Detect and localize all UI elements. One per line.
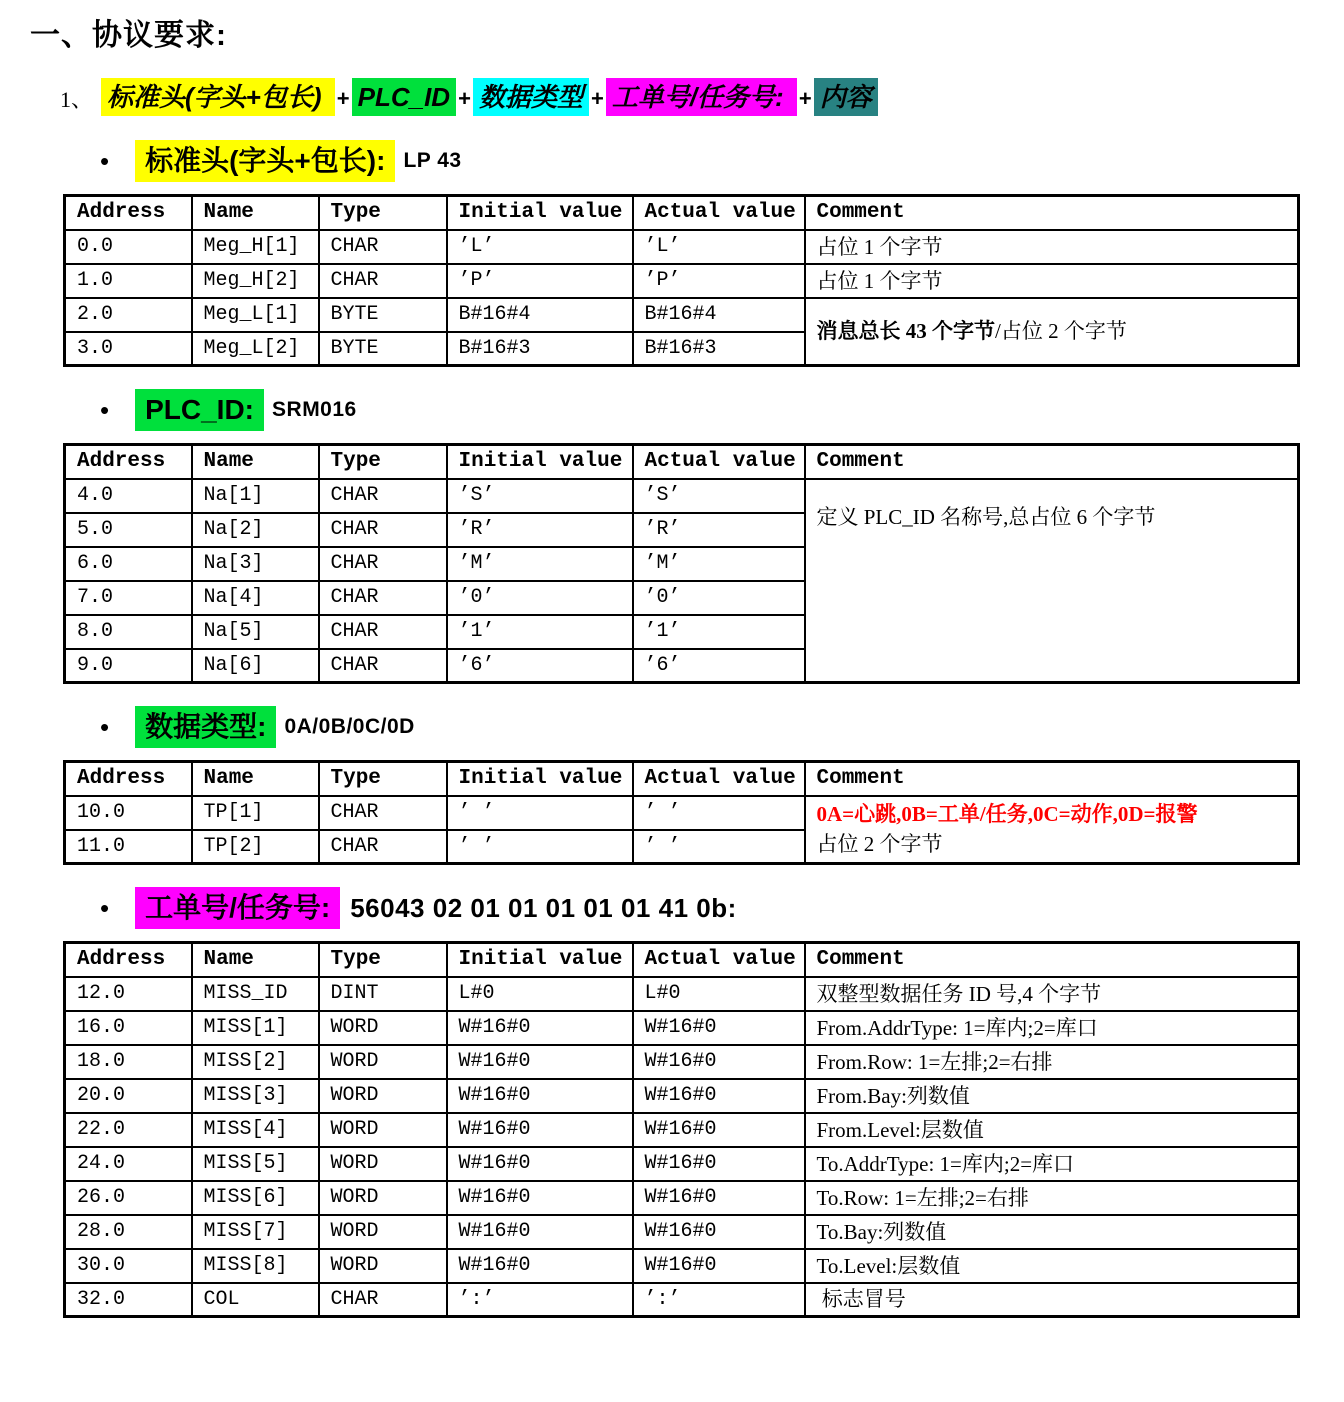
- column-header-type: Type: [319, 445, 447, 479]
- column-header-name: Name: [192, 943, 319, 977]
- cell-initial-value: ’L’: [447, 230, 633, 264]
- column-header-address: Address: [65, 943, 192, 977]
- cell-actual-value: ’ ’: [633, 830, 805, 864]
- cell-type: CHAR: [319, 479, 447, 513]
- column-header-initial-value: Initial value: [447, 196, 633, 230]
- cell-initial-value: ’M’: [447, 547, 633, 581]
- cell-name: Na[6]: [192, 649, 319, 683]
- cell-initial-value: B#16#4: [447, 298, 633, 332]
- column-header-initial-value: Initial value: [447, 762, 633, 796]
- cell-type: DINT: [319, 977, 447, 1011]
- bullet-value: LP 43: [403, 149, 462, 172]
- section-data-type: [0, 706, 1344, 865]
- table-row: [65, 977, 1299, 1011]
- cell-type: CHAR: [319, 796, 447, 830]
- comment-text: 占位 1 个字节: [816, 268, 943, 293]
- cell-address: 3.0: [65, 332, 192, 366]
- cell-comment: [805, 1249, 1299, 1283]
- section-standard-header: [0, 140, 1344, 367]
- cell-address: 1.0: [65, 264, 192, 298]
- cell-type: BYTE: [319, 298, 447, 332]
- column-header-type: Type: [319, 196, 447, 230]
- cell-initial-value: B#16#3: [447, 332, 633, 366]
- cell-comment: [805, 230, 1299, 264]
- comment-text: 标志冒号: [816, 1287, 906, 1312]
- table-row: [65, 1011, 1299, 1045]
- cell-actual-value: W#16#0: [633, 1011, 805, 1045]
- bullet-icon: •: [100, 395, 110, 425]
- cell-actual-value: W#16#0: [633, 1147, 805, 1181]
- column-header-name: Name: [192, 762, 319, 796]
- column-header-name: Name: [192, 445, 319, 479]
- comment-line: [817, 1217, 1298, 1247]
- cell-address: 6.0: [65, 547, 192, 581]
- table-row: [65, 1045, 1299, 1079]
- formula-plus: +: [458, 86, 471, 111]
- bullet-line-data-type: [100, 706, 1344, 748]
- bullet-icon: •: [100, 712, 110, 742]
- cell-type: WORD: [319, 1079, 447, 1113]
- cell-name: MISS[4]: [192, 1113, 319, 1147]
- comment-line: [817, 1115, 1298, 1145]
- cell-address: 22.0: [65, 1113, 192, 1147]
- comment-line: [817, 1251, 1298, 1281]
- cell-type: CHAR: [319, 230, 447, 264]
- comment-line: [817, 502, 1298, 532]
- cell-actual-value: W#16#0: [633, 1249, 805, 1283]
- column-header-comment: Comment: [805, 196, 1299, 230]
- comment-text: To.Level:层数值: [816, 1253, 961, 1278]
- cell-type: CHAR: [319, 649, 447, 683]
- column-header-initial-value: Initial value: [447, 943, 633, 977]
- cell-actual-value: ’S’: [633, 479, 805, 513]
- cell-type: WORD: [319, 1215, 447, 1249]
- cell-initial-value: W#16#0: [447, 1249, 633, 1283]
- column-header-name: Name: [192, 196, 319, 230]
- column-header-type: Type: [319, 762, 447, 796]
- comment-line: [817, 1013, 1298, 1043]
- work-order-table: [63, 941, 1300, 1318]
- comment-text: From.AddrType: 1=库内;2=库口: [816, 1015, 1098, 1040]
- cell-type: CHAR: [319, 547, 447, 581]
- cell-initial-value: ’R’: [447, 513, 633, 547]
- cell-comment: [805, 479, 1299, 683]
- cell-name: COL: [192, 1283, 319, 1317]
- formula-plus: +: [798, 86, 812, 111]
- column-header-initial-value: Initial value: [447, 445, 633, 479]
- table-row: [65, 1215, 1299, 1249]
- cell-address: 0.0: [65, 230, 192, 264]
- cell-comment: [805, 264, 1299, 298]
- cell-address: 32.0: [65, 1283, 192, 1317]
- cell-name: Na[4]: [192, 581, 319, 615]
- comment-text: 占位 1 个字节: [816, 234, 943, 259]
- cell-initial-value: W#16#0: [447, 1011, 633, 1045]
- comment-text: /占位 2 个字节: [995, 319, 1127, 344]
- cell-address: 28.0: [65, 1215, 192, 1249]
- table-row: [65, 1113, 1299, 1147]
- column-header-actual-value: Actual value: [633, 445, 805, 479]
- cell-name: MISS[2]: [192, 1045, 319, 1079]
- cell-initial-value: W#16#0: [447, 1045, 633, 1079]
- table-row: [65, 796, 1299, 830]
- cell-address: 5.0: [65, 513, 192, 547]
- comment-line: [817, 316, 1298, 346]
- formula-plus: +: [336, 86, 350, 111]
- cell-type: CHAR: [319, 581, 447, 615]
- cell-comment: [805, 298, 1299, 366]
- cell-name: Na[2]: [192, 513, 319, 547]
- protocol-formula-line: [60, 78, 1344, 118]
- comment-line: [817, 799, 1298, 829]
- cell-actual-value: L#0: [633, 977, 805, 1011]
- cell-address: 12.0: [65, 977, 192, 1011]
- cell-initial-value: ’ ’: [447, 796, 633, 830]
- cell-comment: [805, 1079, 1299, 1113]
- table-row: [65, 230, 1299, 264]
- cell-initial-value: ’S’: [447, 479, 633, 513]
- cell-name: Meg_H[1]: [192, 230, 319, 264]
- comment-line: [817, 1183, 1298, 1213]
- cell-name: Na[3]: [192, 547, 319, 581]
- cell-address: 11.0: [65, 830, 192, 864]
- cell-type: BYTE: [319, 332, 447, 366]
- comment-text: To.Bay:列数值: [816, 1219, 947, 1244]
- column-header-comment: Comment: [805, 445, 1299, 479]
- cell-name: MISS[8]: [192, 1249, 319, 1283]
- cell-comment: [805, 1045, 1299, 1079]
- comment-text: From.Row: 1=左排;2=右排: [816, 1049, 1053, 1074]
- page-title: 一、协议要求:: [30, 19, 227, 52]
- formula-segment: 内容: [814, 78, 878, 116]
- comment-text: From.Bay:列数值: [816, 1083, 970, 1108]
- cell-actual-value: ’P’: [633, 264, 805, 298]
- cell-initial-value: ’1’: [447, 615, 633, 649]
- cell-actual-value: W#16#0: [633, 1045, 805, 1079]
- cell-actual-value: ’R’: [633, 513, 805, 547]
- comment-text: 定义 PLC_ID 名称号,总占位 6 个字节: [816, 504, 1156, 529]
- cell-actual-value: ’ ’: [633, 796, 805, 830]
- table-header-row: [65, 445, 1299, 479]
- formula-segments: [101, 78, 878, 118]
- cell-initial-value: W#16#0: [447, 1113, 633, 1147]
- cell-comment: [805, 1215, 1299, 1249]
- cell-type: WORD: [319, 1113, 447, 1147]
- cell-initial-value: ’:’: [447, 1283, 633, 1317]
- cell-initial-value: ’0’: [447, 581, 633, 615]
- cell-name: TP[1]: [192, 796, 319, 830]
- cell-type: CHAR: [319, 264, 447, 298]
- cell-name: MISS[7]: [192, 1215, 319, 1249]
- column-header-address: Address: [65, 445, 192, 479]
- table-row: [65, 1147, 1299, 1181]
- table-row: [65, 1181, 1299, 1215]
- bullet-line-plc-id: [100, 389, 1344, 431]
- cell-name: MISS[5]: [192, 1147, 319, 1181]
- cell-type: WORD: [319, 1045, 447, 1079]
- comment-line: [817, 829, 1298, 859]
- column-header-comment: Comment: [805, 762, 1299, 796]
- cell-address: 30.0: [65, 1249, 192, 1283]
- bullet-label: PLC_ID:: [135, 389, 264, 431]
- comment-line: [817, 266, 1298, 296]
- column-header-actual-value: Actual value: [633, 196, 805, 230]
- bullet-icon: •: [100, 146, 110, 176]
- cell-actual-value: ’M’: [633, 547, 805, 581]
- cell-initial-value: W#16#0: [447, 1181, 633, 1215]
- cell-initial-value: ’ ’: [447, 830, 633, 864]
- cell-type: CHAR: [319, 830, 447, 864]
- bullet-line-standard-header: [100, 140, 1344, 182]
- comment-line: [817, 232, 1298, 262]
- comment-text: To.AddrType: 1=库内;2=库口: [816, 1151, 1075, 1176]
- comment-text: 0A=心跳,0B=工单/任务,0C=动作,0D=报警: [816, 802, 1198, 827]
- comment-text: From.Level:层数值: [816, 1117, 984, 1142]
- section-work-order: [0, 887, 1344, 1318]
- cell-name: Meg_L[2]: [192, 332, 319, 366]
- table-row: [65, 1283, 1299, 1317]
- table-row: [65, 1079, 1299, 1113]
- cell-initial-value: W#16#0: [447, 1215, 633, 1249]
- cell-name: TP[2]: [192, 830, 319, 864]
- cell-actual-value: B#16#3: [633, 332, 805, 366]
- data-type-table: [63, 760, 1300, 865]
- cell-type: WORD: [319, 1011, 447, 1045]
- bullet-value: 56043 02 01 01 01 01 01 41 0b:: [350, 892, 737, 923]
- formula-segment: 工单号/任务号:: [606, 78, 797, 116]
- cell-address: 20.0: [65, 1079, 192, 1113]
- cell-address: 16.0: [65, 1011, 192, 1045]
- cell-address: 2.0: [65, 298, 192, 332]
- cell-name: Meg_H[2]: [192, 264, 319, 298]
- cell-comment: [805, 1147, 1299, 1181]
- cell-comment: [805, 1113, 1299, 1147]
- cell-comment: [805, 977, 1299, 1011]
- cell-type: CHAR: [319, 1283, 447, 1317]
- table-row: [65, 1249, 1299, 1283]
- bullet-label: 工单号/任务号:: [135, 887, 340, 929]
- cell-initial-value: W#16#0: [447, 1079, 633, 1113]
- column-header-actual-value: Actual value: [633, 762, 805, 796]
- comment-text: 消息总长 43 个字节: [816, 319, 995, 344]
- comment-text: To.Row: 1=左排;2=右排: [816, 1185, 1029, 1210]
- comment-text: 占位 2 个字节: [816, 832, 943, 857]
- cell-comment: [805, 1011, 1299, 1045]
- cell-name: MISS[6]: [192, 1181, 319, 1215]
- bullet-value: SRM016: [272, 398, 357, 421]
- column-header-type: Type: [319, 943, 447, 977]
- bullet-value: 0A/0B/0C/0D: [284, 715, 415, 738]
- cell-address: 26.0: [65, 1181, 192, 1215]
- cell-address: 8.0: [65, 615, 192, 649]
- comment-line: [817, 1284, 1298, 1314]
- cell-comment: [805, 796, 1299, 864]
- cell-type: WORD: [319, 1181, 447, 1215]
- table-row: [65, 479, 1299, 513]
- cell-initial-value: L#0: [447, 977, 633, 1011]
- cell-name: Na[1]: [192, 479, 319, 513]
- table-header-row: [65, 762, 1299, 796]
- cell-name: MISS[3]: [192, 1079, 319, 1113]
- cell-actual-value: B#16#4: [633, 298, 805, 332]
- bullet-icon: •: [100, 893, 110, 923]
- cell-actual-value: ’6’: [633, 649, 805, 683]
- cell-name: MISS_ID: [192, 977, 319, 1011]
- list-marker: 1、: [60, 86, 94, 112]
- column-header-actual-value: Actual value: [633, 943, 805, 977]
- standard-header-table: [63, 194, 1300, 367]
- cell-name: MISS[1]: [192, 1011, 319, 1045]
- formula-plus: +: [590, 86, 604, 111]
- formula-segment: 数据类型: [473, 78, 589, 116]
- cell-actual-value: W#16#0: [633, 1079, 805, 1113]
- cell-actual-value: ’1’: [633, 615, 805, 649]
- cell-address: 10.0: [65, 796, 192, 830]
- bullet-label: 标准头(字头+包长):: [135, 140, 395, 182]
- comment-text: 双整型数据任务 ID 号,4 个字节: [816, 981, 1102, 1006]
- bullet-label: 数据类型:: [135, 706, 276, 748]
- cell-address: 4.0: [65, 479, 192, 513]
- cell-initial-value: ’P’: [447, 264, 633, 298]
- cell-type: CHAR: [319, 513, 447, 547]
- cell-name: Na[5]: [192, 615, 319, 649]
- table-header-row: [65, 943, 1299, 977]
- cell-actual-value: ’L’: [633, 230, 805, 264]
- cell-initial-value: ’6’: [447, 649, 633, 683]
- column-header-address: Address: [65, 196, 192, 230]
- comment-line: [817, 979, 1298, 1009]
- table-row: [65, 264, 1299, 298]
- cell-initial-value: W#16#0: [447, 1147, 633, 1181]
- cell-address: 18.0: [65, 1045, 192, 1079]
- cell-actual-value: W#16#0: [633, 1215, 805, 1249]
- plc-id-table: [63, 443, 1300, 684]
- cell-address: 24.0: [65, 1147, 192, 1181]
- cell-comment: [805, 1181, 1299, 1215]
- table-row: [65, 298, 1299, 332]
- column-header-comment: Comment: [805, 943, 1299, 977]
- comment-line: [817, 1081, 1298, 1111]
- bullet-line-work-order: [100, 887, 1344, 929]
- cell-address: 9.0: [65, 649, 192, 683]
- formula-segment: PLC_ID: [352, 78, 456, 116]
- comment-line: [817, 1149, 1298, 1179]
- cell-type: WORD: [319, 1147, 447, 1181]
- cell-type: CHAR: [319, 615, 447, 649]
- cell-comment: [805, 1283, 1299, 1317]
- cell-type: WORD: [319, 1249, 447, 1283]
- cell-actual-value: ’0’: [633, 581, 805, 615]
- cell-actual-value: ’:’: [633, 1283, 805, 1317]
- cell-actual-value: W#16#0: [633, 1113, 805, 1147]
- formula-segment: 标准头(字头+包长): [101, 78, 335, 116]
- cell-address: 7.0: [65, 581, 192, 615]
- column-header-address: Address: [65, 762, 192, 796]
- comment-line: [817, 1047, 1298, 1077]
- table-header-row: [65, 196, 1299, 230]
- cell-actual-value: W#16#0: [633, 1181, 805, 1215]
- cell-name: Meg_L[1]: [192, 298, 319, 332]
- section-plc-id: [0, 389, 1344, 684]
